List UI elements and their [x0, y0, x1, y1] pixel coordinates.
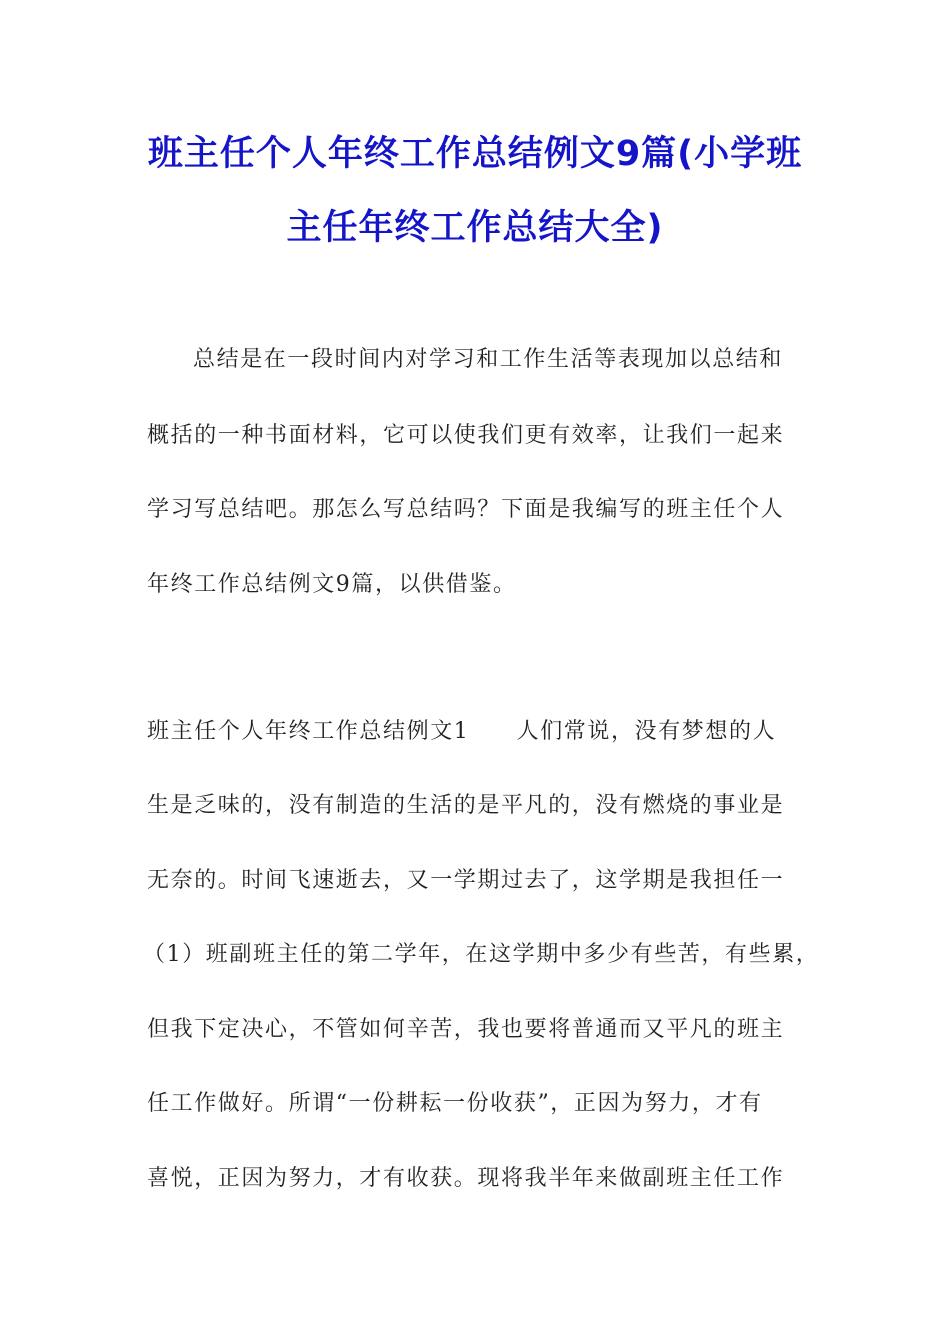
document-title-line-1: 班主任个人年终工作总结例文9篇(小学班 [147, 134, 803, 174]
body-line-1: 班主任个人年终工作总结例文1 人们常说，没有梦想的人 [147, 719, 777, 744]
body-line-3: 无奈的。时间飞速逝去，又一学期过去了，这学期是我担任一 [147, 868, 785, 893]
body-line-7: 喜悦，正因为努力，才有收获。现将我半年来做副班主任工作 [147, 1166, 785, 1191]
document-title-line-2: 主任年终工作总结大全) [286, 208, 664, 248]
body-line-5: 但我下定决心，不管如何辛苦，我也要将普通而又平凡的班主 [147, 1017, 785, 1042]
body-line-6: 任工作做好。所谓“一份耕耘一份收获”，正因为努力，才有 [147, 1091, 763, 1116]
body-line-4: （1）班副班主任的第二学年，在这学期中多少有些苦，有些累， [143, 942, 820, 967]
intro-line-1: 总结是在一段时间内对学习和工作生活等表现加以总结和 [193, 347, 784, 372]
intro-line-4: 年终工作总结例文9篇，以供借鉴。 [147, 572, 517, 597]
intro-line-3: 学习写总结吧。那怎么写总结吗？下面是我编写的班主任个人 [147, 497, 785, 522]
body-line-2: 生是乏味的，没有制造的生活的是平凡的，没有燃烧的事业是 [147, 793, 785, 818]
intro-line-2: 概括的一种书面材料，它可以使我们更有效率，让我们一起来 [147, 423, 785, 448]
